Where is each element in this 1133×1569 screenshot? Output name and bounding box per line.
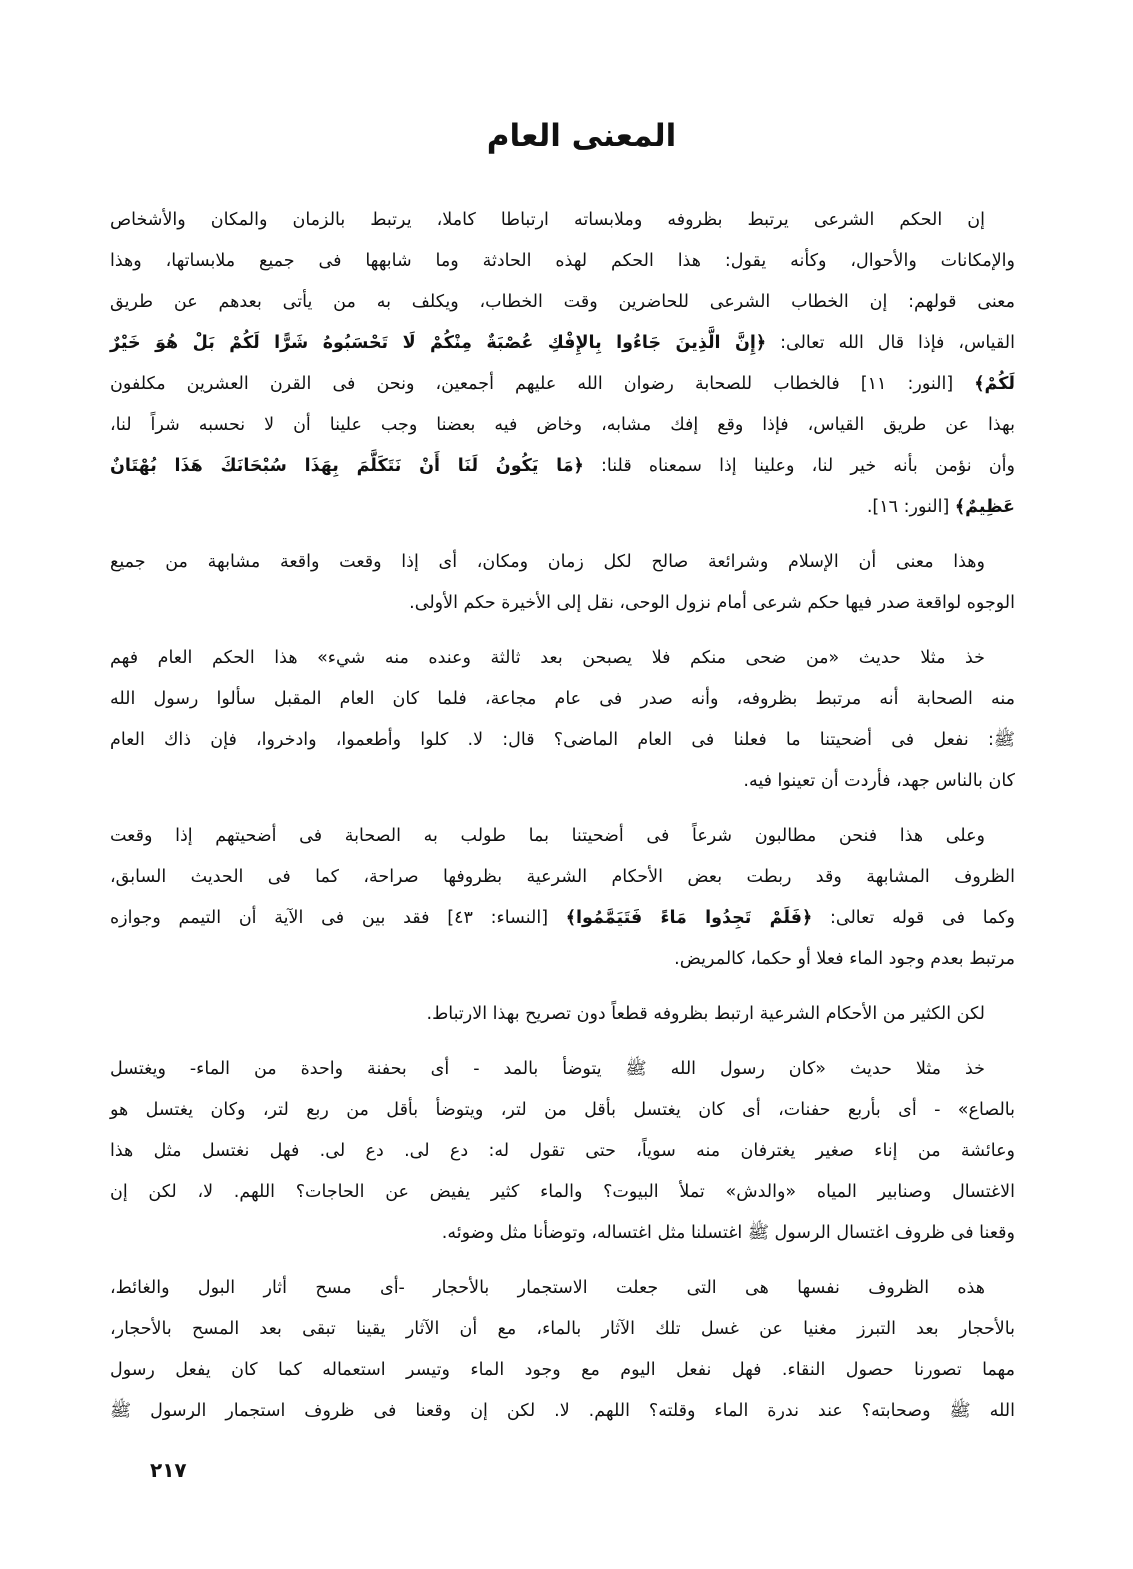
- text-segment: وأن نؤمن بأنه خير لنا، وعلينا إذا سمعناه قلنا:: [583, 456, 1015, 476]
- text-line: [110, 816, 1015, 857]
- quran-quote: عَظِيمٌ﴾: [954, 497, 1015, 517]
- text-line: [110, 446, 1015, 487]
- quran-quote: لَكُمْ﴾: [974, 374, 1015, 394]
- text-segment: بهذا عن طريق القياس، فإذا وقع إفك مشابه، وخاض فيه بعضنا وجب علينا أن لا نحسبه شراً لنا،: [110, 415, 1015, 435]
- text-line: [110, 1391, 1015, 1432]
- page-number: ٢١٧: [150, 1458, 187, 1482]
- text-segment: الله ﷺ وصحابته؟ عند ندرة الماء وقلته؟ اللهم. لا. لكن إن وقعنا فى ظروف استجمار الرسول ﷺ: [110, 1401, 1015, 1421]
- page-body: [110, 200, 1015, 1446]
- text-line: [110, 241, 1015, 282]
- text-segment: الاغتسال وصنابير المياه «والدش» تملأ البيوت؟ والماء كثير يفيض عن الحاجات؟ اللهم. لا، لكن إن: [110, 1182, 1015, 1202]
- quran-quote: ﴿إِنَّ الَّذِينَ جَاءُوا بِالإِفْكِ عُصْبَةٌ مِنْكُمْ لَا تَحْسَبُوهُ شَرًّا لَكُمْ بَلْ هُوَ خَيْرٌ: [110, 333, 767, 353]
- text-segment: إن الحكم الشرعى يرتبط بظروفه وملابساته ارتباطا كاملا، يرتبط بالزمان والمكان والأشخاص: [110, 210, 985, 230]
- text-segment: والإمكانات والأحوال، وكأنه يقول: هذا الحكم لهذه الحادثة وما شابهها فى جميع ملابساتها، وهذا: [110, 251, 1015, 271]
- text-segment: هذه الظروف نفسها هى التى جعلت الاستجمار بالأحجار -أى مسح أثار البول والغائط،: [110, 1278, 985, 1298]
- text-line: [110, 761, 1015, 802]
- paragraph: [110, 638, 1015, 802]
- text-segment: بالأحجار بعد التبرز مغنيا عن غسل تلك الآثار بالماء، مع أن الآثار يقينا تبقى بعد المسح بالأحجار،: [110, 1319, 1015, 1339]
- text-line: [110, 583, 1015, 624]
- quran-quote: ﴿فَلَمْ تَجِدُوا مَاءً فَتَيَمَّمُوا﴾: [565, 908, 813, 928]
- text-segment: وهذا معنى أن الإسلام وشرائعة صالح لكل زمان ومكان، أى إذا وقعت واقعة مشابهة من جميع: [110, 552, 985, 572]
- text-line: [110, 857, 1015, 898]
- text-line: [110, 200, 1015, 241]
- text-segment: بالصاع» - أى بأربع حفنات، أى كان يغتسل بأقل من لتر، ويتوضأ بأقل من ربع لتر، وكان يغتسل هو: [110, 1100, 1015, 1120]
- text-line: [110, 1090, 1015, 1131]
- text-line: [110, 720, 1015, 761]
- text-segment: خذ مثلا حديث «كان رسول الله ﷺ يتوضأ بالمد - أى بحفنة واحدة من الماء- ويغتسل: [110, 1059, 985, 1079]
- paragraph: [110, 1049, 1015, 1254]
- text-segment: منه الصحابة أنه مرتبط بظروفه، وأنه صدر فى عام مجاعة، فلما كان العام المقبل سألوا رسول الله: [110, 689, 1015, 709]
- text-segment: [النور: ١١] فالخطاب للصحابة رضوان الله عليهم أجمعين، ونحن فى القرن العشرين مكلفون: [110, 374, 975, 394]
- text-segment: وكما فى قوله تعالى:: [812, 908, 1016, 928]
- text-segment: [النور: ١٦].: [866, 497, 955, 517]
- paragraph: [110, 542, 1015, 624]
- text-segment: الظروف المشابهة وقد ربطت بعض الأحكام الشرعية بظروفها صراحة، كما فى الحديث السابق،: [110, 867, 1015, 887]
- text-line: [110, 898, 1015, 939]
- text-line: [110, 542, 1015, 583]
- text-line: [110, 405, 1015, 446]
- text-segment: مهما تصورنا حصول النقاء. فهل نفعل اليوم مع وجود الماء وتيسر استعماله كما كان يفعل رسول: [110, 1360, 1015, 1380]
- text-segment: وقعنا فى ظروف اغتسال الرسول ﷺ اغتسلنا مثل اغتساله، وتوضأنا مثل وضوئه.: [441, 1223, 1015, 1243]
- text-line: [110, 282, 1015, 323]
- text-line: [110, 679, 1015, 720]
- text-line: [110, 1309, 1015, 1350]
- text-line: [110, 1131, 1015, 1172]
- text-segment: خذ مثلا حديث «من ضحى منكم فلا يصبحن بعد ثالثة وعنده منه شيء» هذا الحكم العام فهم: [110, 648, 985, 668]
- paragraph: [110, 1268, 1015, 1432]
- paragraph: [110, 200, 1015, 528]
- text-segment: لكن الكثير من الأحكام الشرعية ارتبط بظروفه قطعاً دون تصريح بهذا الارتباط.: [426, 1004, 985, 1024]
- text-line: [110, 323, 1015, 364]
- paragraph: [110, 816, 1015, 980]
- text-segment: كان بالناس جهد، فأردت أن تعينوا فيه.: [743, 771, 1015, 791]
- text-line: [110, 364, 1015, 405]
- text-segment: ﷺ: نفعل فى أضحيتنا ما فعلنا فى العام الماضى؟ قال: لا. كلوا وأطعموا، وادخروا، فإن ذاك العام: [110, 730, 1015, 750]
- text-segment: مرتبط بعدم وجود الماء فعلا أو حكما، كالمريض.: [674, 949, 1015, 969]
- text-segment: وعلى هذا فنحن مطالبون شرعاً فى أضحيتنا بما طولب به الصحابة فى أضحيتهم إذا وقعت: [110, 826, 985, 846]
- text-line: [110, 638, 1015, 679]
- text-line: [110, 994, 1015, 1035]
- text-line: [110, 1350, 1015, 1391]
- text-segment: [النساء: ٤٣] فقد بين فى الآية أن التيمم وجوازه: [110, 908, 566, 928]
- text-segment: معنى قولهم: إن الخطاب الشرعى للحاضرين وقت الخطاب، ويكلف به من يأتى بعدهم عن طريق: [110, 292, 1015, 312]
- text-line: [110, 1268, 1015, 1309]
- text-segment: الوجوه لواقعة صدر فيها حكم شرعى أمام نزول الوحى، نقل إلى الأخيرة حكم الأولى.: [409, 593, 1015, 613]
- text-line: [110, 939, 1015, 980]
- text-line: [110, 487, 1015, 528]
- text-line: [110, 1049, 1015, 1090]
- text-segment: القياس، فإذا قال الله تعالى:: [766, 333, 1015, 353]
- page-title: المعنى العام: [486, 118, 677, 154]
- text-segment: وعائشة من إناء صغير يغترفان منه سوياً، حتى تقول له: دع لى. دع لى. فهل نغتسل مثل هذا: [110, 1141, 1015, 1161]
- text-line: [110, 1213, 1015, 1254]
- quran-quote: ﴿مَا يَكُونُ لَنَا أَنْ نَتَكَلَّمَ بِهَذَا سُبْحَانَكَ هَذَا بُهْتَانٌ: [110, 456, 584, 476]
- text-line: [110, 1172, 1015, 1213]
- paragraph: [110, 994, 1015, 1035]
